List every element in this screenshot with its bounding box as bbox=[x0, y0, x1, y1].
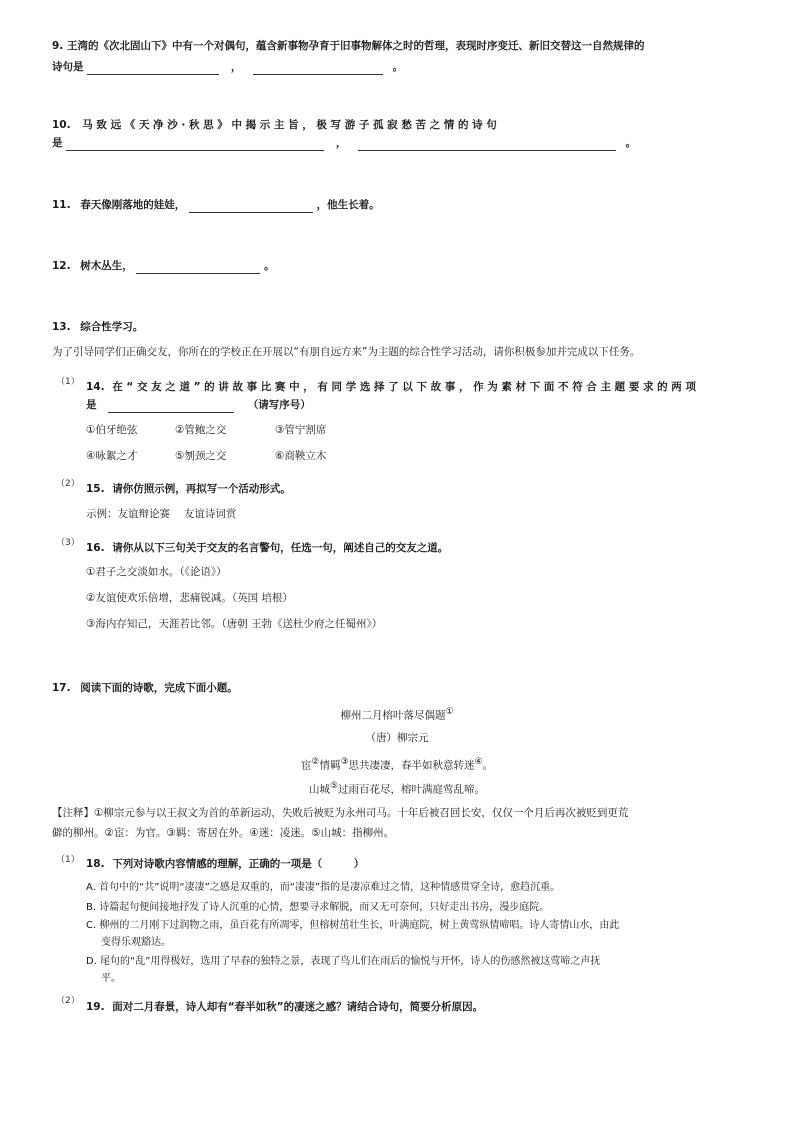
poem-note-1: 【注释】①柳宗元参与以王叔文为首的革新运动，失败后被贬为永州司马。十年后被召回长安，仅仅一个月后再次被贬到更荒 bbox=[52, 807, 629, 819]
q11-post: ，他生长着。 bbox=[316, 199, 380, 211]
poem-line-1-b: 情羁 bbox=[319, 759, 341, 772]
q19-text: 面对二月春景，诗人却有“春半如秋”的凄迷之感？请结合诗句，简要分析原因。 bbox=[112, 1001, 484, 1013]
poem-note-2: 僻的柳州。②宦：为官。③羁：寄居在外。④迷：凌迷。⑤山城：指柳州。 bbox=[52, 827, 395, 839]
poem-title bbox=[0, 705, 794, 724]
q9-end: 。 bbox=[392, 61, 404, 73]
q9-line2 bbox=[52, 60, 403, 75]
q12-pre: 树木丛生， bbox=[80, 260, 133, 272]
q9-blank-1[interactable] bbox=[87, 62, 219, 75]
q15-text: 请你仿照示例，再拟写一个活动形式。 bbox=[112, 483, 291, 495]
q9-text2: 诗句是 bbox=[52, 61, 84, 73]
q14-line2 bbox=[86, 398, 311, 413]
q10-end: 。 bbox=[625, 137, 637, 149]
q10-blank-2[interactable] bbox=[358, 138, 616, 151]
q13-title-line bbox=[52, 320, 143, 335]
q16-number: 16. bbox=[86, 542, 105, 554]
q17-number: 17. bbox=[52, 682, 71, 694]
q9-number: 9. bbox=[52, 40, 64, 52]
q10-text2: 是 bbox=[52, 137, 63, 149]
q18-line bbox=[86, 857, 364, 872]
q9-line1 bbox=[52, 39, 644, 54]
q16-quote-2: ②友谊使欢乐倍增，悲痛锐减。（英国 培根） bbox=[86, 592, 293, 604]
q16-text: 请你从以下三句关于交友的名言警句，任选一句，阐述自己的交友之道。 bbox=[112, 542, 449, 554]
q14-text: 在 “ 交 友 之 道 ” 的 讲 故 事 比 赛 中 ， 有 同 学 选 择 了 以 下 故 事 ， 作 为 素 材 下 面 不 符 合 主 题 要 求 的 两 项 bbox=[112, 381, 696, 393]
q12-post: 。 bbox=[264, 260, 275, 272]
q17-line bbox=[52, 681, 238, 696]
q10-sep: ， bbox=[335, 137, 347, 149]
q10-number: 10. bbox=[52, 119, 71, 131]
q18-option-d-line2: 平。 bbox=[101, 973, 121, 984]
q18-option-c-line1[interactable]: C. 柳州的二月刚下过润物之雨，虽百花有所凋零，但榕树茁壮生长，叶满庭院，树上黄莺纵情啼唱。诗人寄情山水，由此 bbox=[86, 920, 620, 931]
poem-line-1-d: 。 bbox=[482, 759, 494, 772]
poem-line-2-a: 山城 bbox=[308, 783, 330, 796]
q15-number: 15. bbox=[86, 483, 105, 495]
q14-option-4: ④咏絮之才 bbox=[86, 450, 138, 462]
poem-mark-5: ⑤ bbox=[329, 781, 339, 791]
poem-author: （唐）柳宗元 bbox=[365, 732, 429, 744]
q17-text: 阅读下面的诗歌，完成下面小题。 bbox=[80, 682, 238, 694]
q15-line bbox=[86, 482, 291, 497]
q18-option-c-line2: 变得乐观豁达。 bbox=[101, 937, 171, 948]
q18-option-b[interactable]: B. 诗篇起句便间接地抒发了诗人沉重的心情，想要寻求解脱，而又无可奈何，只好走出书房，漫步庭院。 bbox=[86, 902, 550, 913]
q13-intro: 为了引导同学们正确交友，你所在的学校正在开展以“有朋自远方来”为主题的综合性学习活动，请你积极参加并完成以下任务。 bbox=[52, 346, 641, 358]
q14-blank[interactable] bbox=[108, 400, 234, 413]
q15-sub-number: （2） bbox=[56, 479, 80, 489]
q12-number: 12. bbox=[52, 260, 71, 272]
q10-text: 马 致 远 《 天 净 沙 · 秋 思 》 中 揭 示 主 旨 ， 极 写 游 子 孤 寂 愁 苦 之 情 的 诗 句 bbox=[82, 119, 497, 131]
q18-option-d-line1[interactable]: D. 尾句的“乱”用得极好，选用了早春的独特之景，表现了鸟儿们在雨后的愉悦与开怀，诗人的伤感然被这莺啼之声抚 bbox=[86, 956, 601, 967]
q14-hint: （请写序号） bbox=[247, 399, 311, 411]
q18-option-a[interactable]: A. 首句中的“共”说明“凄凄”之感是双重的，而“凄凄”指的是凄凉难过之情，这种情感贯穿全诗，愈趋沉重。 bbox=[86, 882, 561, 893]
poem-line-2 bbox=[0, 779, 794, 798]
poem-line-2-b: 过雨百花尽，榕叶满庭莺乱啼。 bbox=[338, 783, 486, 796]
q11-line bbox=[52, 198, 380, 213]
poem-line-1 bbox=[0, 755, 794, 774]
q14-option-5: ⑤刎颈之交 bbox=[175, 450, 227, 462]
q11-blank[interactable] bbox=[189, 200, 313, 213]
q11-number: 11. bbox=[52, 199, 71, 211]
poem-line-1-a: 宦 bbox=[300, 759, 312, 772]
q16-quote-3: ③海内存知己，天涯若比邻。（唐朝 王勃《送杜少府之任蜀州》） bbox=[86, 618, 383, 630]
q9-blank-2[interactable] bbox=[253, 62, 383, 75]
q16-line bbox=[86, 541, 448, 556]
q14-option-1: ①伯牙绝弦 bbox=[86, 424, 138, 436]
q18-number: 18. bbox=[86, 858, 105, 870]
q10-blank-1[interactable] bbox=[66, 138, 324, 151]
q15-example: 示例：友谊辩论赛 友谊诗词赏 bbox=[86, 508, 237, 520]
q14-option-2: ②管鲍之交 bbox=[175, 424, 227, 436]
q13-title: 综合性学习。 bbox=[80, 321, 144, 333]
q19-line bbox=[86, 1000, 483, 1015]
q14-option-3: ③管宁割席 bbox=[275, 424, 327, 436]
q14-text2: 是 bbox=[86, 399, 97, 411]
q19-sub-number: （2） bbox=[56, 996, 80, 1006]
q18-text: 下列对诗歌内容情感的理解，正确的一项是（ ） bbox=[112, 858, 365, 870]
poem-title-text: 柳州二月榕叶落尽偶题 bbox=[340, 709, 446, 722]
q16-sub-number: （3） bbox=[56, 538, 80, 548]
q14-line1 bbox=[86, 380, 744, 395]
q9-text: 王湾的《次北固山下》中有一个对偶句，蕴含新事物孕育于旧事物解体之时的哲理，表现时序变迁、新旧交替这一自然规律的 bbox=[66, 40, 645, 52]
q16-quote-1: ①君子之交淡如水。（《论语》） bbox=[86, 566, 227, 578]
q12-blank[interactable] bbox=[136, 261, 260, 274]
q18-sub-number: （1） bbox=[56, 855, 80, 865]
poem-mark-3: ③ bbox=[340, 757, 349, 767]
q19-number: 19. bbox=[86, 1001, 105, 1013]
q14-option-6: ⑥商鞅立木 bbox=[275, 450, 327, 462]
poem-line-1-c: 思共凄凄，春半如秋意转迷 bbox=[348, 759, 475, 772]
q10-line1 bbox=[52, 118, 742, 133]
q13-number: 13. bbox=[52, 321, 71, 333]
q10-line2 bbox=[52, 136, 636, 151]
q14-sub-number: （1） bbox=[56, 377, 80, 387]
poem-mark-2: ② bbox=[311, 757, 320, 767]
q11-pre: 春天像刚落地的娃娃， bbox=[80, 199, 186, 211]
q12-line bbox=[52, 259, 275, 274]
q14-number: 14. bbox=[86, 381, 105, 393]
q9-sep: ， bbox=[230, 61, 242, 73]
poem-mark-4: ④ bbox=[474, 757, 483, 767]
poem-title-mark: ① bbox=[445, 707, 454, 717]
